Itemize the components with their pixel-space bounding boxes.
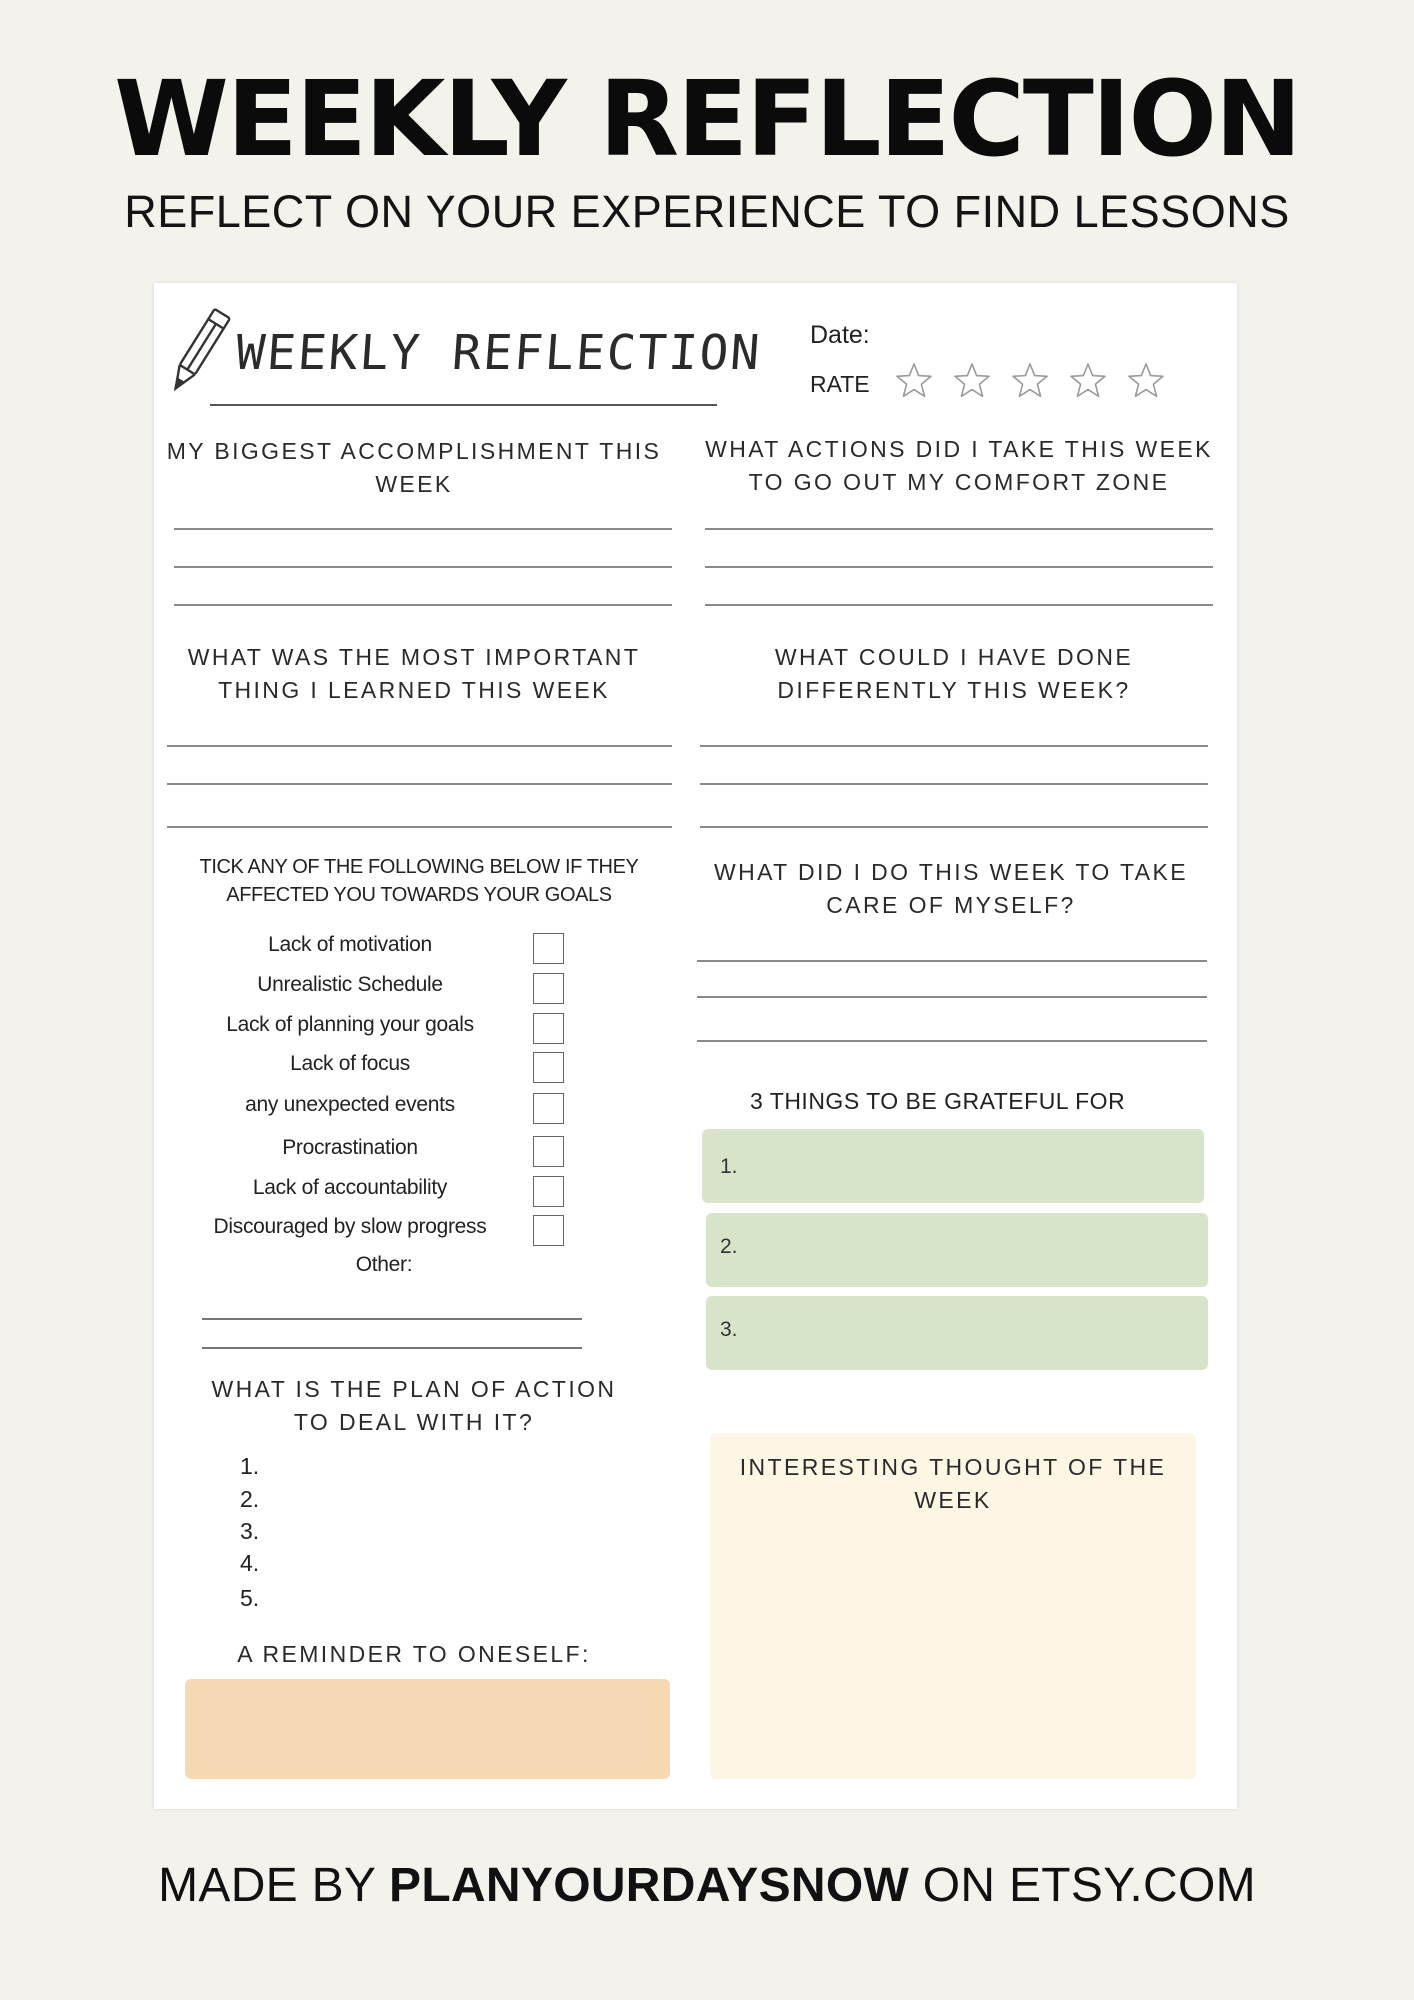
answer-line[interactable]	[700, 783, 1208, 785]
checkbox-icon[interactable]	[533, 1215, 564, 1246]
grateful-item-3[interactable]	[706, 1296, 1208, 1370]
answer-line[interactable]	[705, 528, 1213, 530]
answer-line[interactable]	[697, 960, 1207, 962]
question-differently	[699, 641, 1209, 707]
tick-item-label: Lack of planning your goals	[226, 1013, 474, 1036]
tick-list	[154, 283, 694, 1283]
grateful-number: 3.	[720, 1318, 738, 1341]
checkbox-icon[interactable]	[533, 1176, 564, 1207]
question-self-care	[696, 856, 1206, 922]
checkbox-icon[interactable]	[533, 933, 564, 964]
poster-title: WEEKLY REFLECTION	[114, 58, 1300, 180]
star-outline-icon[interactable]	[894, 361, 934, 401]
tick-other-label: Other:	[355, 1253, 413, 1276]
question-line: WHAT IS THE PLAN OF ACTION	[211, 1376, 617, 1402]
plan-item-number: 4.	[240, 1550, 260, 1576]
grateful-number: 2.	[720, 1235, 738, 1258]
footer-brand: PLANYOURDAYSNOW	[389, 1859, 910, 1912]
tick-item	[154, 1174, 694, 1208]
answer-line[interactable]	[705, 566, 1213, 568]
thought-label-line: INTERESTING THOUGHT OF THE	[739, 1454, 1167, 1480]
tick-item	[154, 1213, 694, 1247]
footer-prefix: MADE BY	[158, 1859, 390, 1912]
tick-item	[154, 1050, 694, 1084]
tick-item-label: Unrealistic Schedule	[257, 973, 443, 996]
question-line: TO DEAL WITH IT?	[293, 1409, 535, 1435]
reminder-box[interactable]	[185, 1679, 670, 1779]
thought-label-line: WEEK	[914, 1487, 992, 1513]
grateful-item-1[interactable]	[702, 1129, 1204, 1203]
question-line: THING I LEARNED THIS WEEK	[218, 677, 610, 703]
checkbox-icon[interactable]	[533, 1093, 564, 1124]
poster-subtitle: REFLECT ON YOUR EXPERIENCE TO FIND LESSONS	[124, 186, 1290, 237]
plan-item-number: 5.	[240, 1585, 260, 1611]
footer-credit	[0, 1858, 1414, 1913]
question-line: MY BIGGEST ACCOMPLISHMENT THIS	[166, 438, 662, 464]
footer-suffix: ON ETSY.COM	[909, 1859, 1256, 1912]
answer-line[interactable]	[202, 1347, 582, 1349]
date-label: Date:	[810, 321, 870, 349]
tick-title-line: AFFECTED YOU TOWARDS YOUR GOALS	[226, 884, 612, 906]
checkbox-icon[interactable]	[533, 1013, 564, 1044]
grateful-number: 1.	[720, 1155, 738, 1178]
tick-title-line: TICK ANY OF THE FOLLOWING BELOW IF THEY	[199, 856, 639, 878]
plan-item-number: 1.	[240, 1453, 260, 1479]
question-line: WHAT DID I DO THIS WEEK TO TAKE	[714, 859, 1188, 885]
star-outline-icon[interactable]	[1068, 361, 1108, 401]
answer-line[interactable]	[700, 826, 1208, 828]
checkbox-icon[interactable]	[533, 1136, 564, 1167]
checkbox-icon[interactable]	[533, 973, 564, 1004]
answer-line[interactable]	[202, 1318, 582, 1320]
tick-item	[154, 1091, 694, 1125]
question-line: WHAT WAS THE MOST IMPORTANT	[187, 644, 641, 670]
worksheet	[154, 283, 1237, 1809]
question-comfort-zone	[694, 433, 1224, 499]
question-line: WHAT COULD I HAVE DONE	[774, 644, 1134, 670]
star-outline-icon[interactable]	[1010, 361, 1050, 401]
grateful-item-2[interactable]	[706, 1213, 1208, 1287]
answer-line[interactable]	[700, 745, 1208, 747]
reminder-label: A REMINDER TO ONESELF:	[237, 1641, 591, 1667]
tick-item-label: Lack of motivation	[268, 933, 432, 956]
plan-item-number: 2.	[240, 1486, 260, 1512]
tick-item	[154, 931, 694, 965]
star-outline-icon[interactable]	[1126, 361, 1166, 401]
tick-item-label: Lack of accountability	[252, 1176, 448, 1199]
tick-item-label: Discouraged by slow progress	[213, 1215, 487, 1238]
tick-item-label: Lack of focus	[290, 1052, 410, 1075]
question-line: WEEK	[375, 471, 453, 497]
checkbox-icon[interactable]	[533, 1052, 564, 1083]
tick-item	[154, 971, 694, 1005]
sheet-title: WEEKLY REFLECTION	[234, 325, 764, 381]
tick-item-label: any unexpected events	[245, 1093, 455, 1116]
thought-label	[710, 1451, 1196, 1517]
rating-stars[interactable]	[894, 361, 1166, 401]
question-line: DIFFERENTLY THIS WEEK?	[777, 677, 1131, 703]
plan-item-number: 3.	[240, 1518, 260, 1544]
star-outline-icon[interactable]	[952, 361, 992, 401]
answer-line[interactable]	[697, 1040, 1207, 1042]
tick-item	[154, 1011, 694, 1045]
tick-item	[154, 1134, 694, 1168]
answer-line[interactable]	[697, 996, 1207, 998]
thought-box[interactable]	[710, 1433, 1196, 1779]
answer-line[interactable]	[705, 604, 1213, 606]
grateful-title: 3 THINGS TO BE GRATEFUL FOR	[750, 1088, 1126, 1114]
question-plan	[184, 1373, 644, 1439]
question-line: CARE OF MYSELF?	[826, 892, 1076, 918]
question-line: WHAT ACTIONS DID I TAKE THIS WEEK	[705, 436, 1213, 462]
rate-label: RATE	[810, 371, 870, 397]
tick-item-label: Procrastination	[282, 1136, 418, 1159]
question-line: TO GO OUT MY COMFORT ZONE	[748, 469, 1170, 495]
